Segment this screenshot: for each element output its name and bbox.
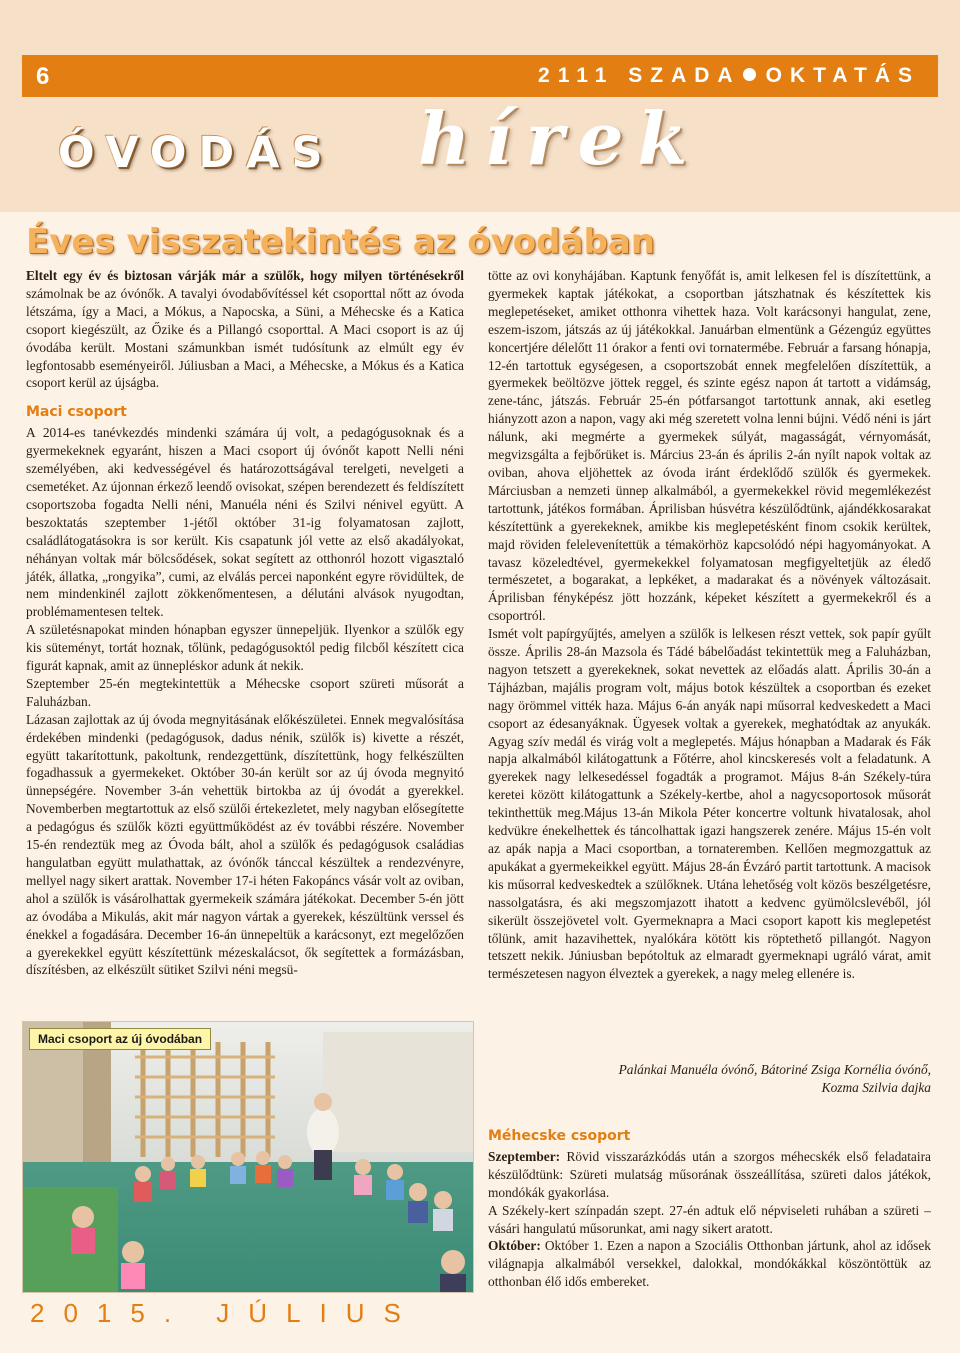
bee-paragraph <box>488 1237 931 1291</box>
bee-text: Október 1. Ezen a napon a Szociális Otthonban jártunk, ahol az idősek világnapja alkalmából versekkel, dalokkal, mondókákkal köszöntöttük az otthonban élő idős embereket. <box>488 1238 931 1290</box>
intro-lead: Eltelt egy év és biztosan várják már a szülők, hogy milyen történésekről <box>26 268 464 283</box>
page-number: 6 <box>36 63 50 90</box>
signature <box>520 1061 931 1097</box>
signature-line: Palánkai Manuéla óvónő, Bátoriné Zsiga Kornélia óvónő, <box>618 1062 931 1077</box>
masthead-section: OKTATÁS <box>765 64 920 87</box>
maci-paragraph: Lázasan zajlottak az új óvoda megnyitásának előkészületei. Ennek megvalósítása érdekében mindenki (pedagógusok, dadus nénik, szülők is) kivette a részét, együtt takarítottunk, pakoltunk, rendezgettünk, díszítettünk, hogy felkészülten fogadhassuk a gyermekeket. Október 30-án került sor az új óvoda megnyitó ünnepségére. November 3-án vehettük birtokba az új óvodát a gyerekkel. Novemberben megtartottuk az első szülői értekezletet, mely nagyban elősegítette a pedagógus és szülők közti együttműködést az év további részére. November 15-én rendeztük meg az Óvoda bált, ahol a szülők és pedagógusok családias hangulatban együtt mulathattak, az óvónők tánccal készültek a rendezvényre, mellyel nagy sikert arattak. November 17-i héten Fakopáncs vásár volt az oviban, ahol a szülők is vásárolhattak gyermekeik számára játékokat. December 5-én jött az óvodába a Mikulás, akit már nagyon vártak a gyerekek, készültünk verssel és énekkel a fogadására. December 16-án ünnepeltük a karácsonyt, ezt megelőzően a gyerekekkel együtt készítettünk mézeskalácsot, ők segítettek a formázásban, díszítésben, az elkészült sütiket Szilvi néni megsü- <box>26 711 464 978</box>
right-paragraph: Ismét volt papírgyűjtés, amelyen a szülők is lelkesen részt vettek, sok papír gyűlt össze. Április 28-án Mazsola és Tádé bábelőadást tekintettük meg a Faluházban, nagyon tetszett a gyerekeknek, sokat nevettek az előadás alatt. Április 30-án a Tájházban, majális program volt, május botok készültek a csoportban és ezeket nagy örömmel vitték haza. Május 6-án anyák napi műsorral kedveskedett a Maci csoport az édesanyáknak. Ügyesek voltak a gyerekek, meghatódtak az anyukák. Agyag szív medál és virág volt a meglepetés. Május hónapban a Madarak és Fák napja alkalmából kilátogattunk a Főtérre, ahol kincskeresés volt a feladatunk. A gyerekek nagy lelkesedéssel fogadták a programot. Május 8-án Székely-túra keretei között kilátogattunk a Székely-kertbe, ahol a nagycsoportosok műsorát tekinthettük meg.Május 13-án Mikola Péter koncertre voltunk hivatalosak, ahol kedvükre énekelhettek és táncolhattak igazi hangszerek zenére. Május 15-én volt az apák napja a Maci csoportban, a tornateremben. Kellően megmozgattuk az apukákat a gyermekeikkel együtt. Május 28-án Évzáró partit tartottunk. A macisok kis műsorral kedveskedtek a szülőknek. Utána lehetőség volt közös beszélgetésre, nassolgatásra, és aki megszomjazott ihatott a kedvenc gyümölcslevéből, jól sikerült összejövetel volt. Gyermeknapra a Maci csoport kapott kis meglepetést tőlünk, amit hazavihettek, nyalókára kötött kis röptethető pillangót. Nagyon tetszett nekik. Júniusban bepótoltuk az elmaradt gyermeknapi ugráló várat, amit természetesen nagyon élveztek a gyerekek, a nagy meleg ellenére is. <box>488 626 931 982</box>
bee-month-label: Szeptember: <box>488 1148 561 1164</box>
article-title: Éves visszatekintés az óvodában <box>26 222 655 262</box>
group-photo <box>22 1021 474 1293</box>
bee-paragraph <box>488 1148 931 1202</box>
masthead-town: 2111 SZADA <box>538 64 741 87</box>
intro-text: számolnak be az óvónők. A tavalyi óvodabővítéssel két csoporttal nőtt az óvoda létszáma, így a Maci, a Mókus, a Napocska, a Süni, a Méhecske és a Katica csoport kiegészült, az Őzike és a Pillangó csoporttal. A Maci csoport is az új óvodába került. Mostani számunkban ismét tudósítunk az elmúlt egy év legfontosabb eseményeiről. Júliusban a Maci, a Méhecske, a Mókus és a Katica csoport kerül az újságba. <box>26 285 464 391</box>
bee-heading: Méhecske csoport <box>488 1128 631 1144</box>
bullet-dot-icon <box>743 68 756 81</box>
left-column <box>26 267 464 979</box>
footer-date: 2015. JÚLIUS <box>30 1298 420 1328</box>
maci-paragraph: Szeptember 25-én megtekintettük a Méhecske csoport szüreti műsorát a Faluházban. <box>26 675 464 709</box>
maci-paragraph: A 2014-es tanévkezdés mindenki számára új volt, a pedagógusoknak és a gyermekeknek egyaránt, hiszen a Maci csoport új óvónőt kapott Nelli néni személyében, aki kedvességével és határozottságával terelgeti, nevelgeti a csemetéket. Az újonnan érkező leendő ovisokat, szépen berendezett és feldíszített csoportszoba fogadta Nelli néni, Manuéla néni és Szilvi nénivel együtt. A beszoktatás szeptember 1-jétől október 31-ig folyamatosan zajlott, családlátogatásokra is sor került. Kis csapatunk jól vette az első akadályokat, néhányan voltak már bölcsődések, sokat segített az otthonról hozott vigasztaló játék, állatka, „rongyika”, cumi, az elválás percei naponként egyre rövidültek, de nem mindenkinél zajlott zökkenőmentesen, a délutáni alvások nyugodtan, problémamentesen teltek. <box>26 425 464 620</box>
bee-group-block <box>488 1128 931 1291</box>
classroom-illustration <box>23 1022 473 1292</box>
signature-line: Kozma Szilvia dajka <box>821 1080 931 1095</box>
bee-month-label: Október: <box>488 1238 541 1254</box>
section-title-script: hírek <box>418 96 702 181</box>
maci-paragraph: A születésnapokat minden hónapban egyszer ünnepeljük. Ilyenkor a szülők egy kis süteményt, tortát hoznak, tőlünk, pedagógusoktól pedig filcből készített cica figurát kapnak, amit az ünnepléskor adunk át nekik. <box>26 622 464 674</box>
right-column <box>488 267 931 983</box>
photo-caption: Maci csoport az új óvodában <box>29 1028 211 1050</box>
right-paragraph: tötte az ovi konyhájában. Kaptunk fenyőfát is, amit lelkesen fel is díszítettünk, a gyermekek kaptak játékokat, a csoportban játszhatnak és készítettek kis meglepetéseket, amiket otthonra vihettek haza. Volt karácsonyi hangulat, zene, eszem-iszom, játszás az új játékokkal. Januárban elmentünk a Gézengúz együttes koncertjére délelőtt 11 órakor a fenti ovi tornatermébe. Február a farsang hónapja, 12-én tartottuk egységesen, a csoportszobát ennek megfelelően díszítettük, a gyermekek beöltözve jöttek reggel, és szinte egész napon át tartott a vidámság, zene-tánc, játszás. Február 25-én pótfarsangot tartottunk annak, aki esetleg hiányzott azon a napon, vagy aki még szeretett volna lenni bújni. Védő néni is járt nálunk, aki megmérte a gyermekek súlyát, magasságát, vérnyomását, megvizsgálta a fejbőrüket is. Március 23-án és április 2-án nyílt napok voltak az oviban, ahova eljöhettek az óvoda iránt érdeklődő szülők és gyermekek. Márciusban a nemzeti ünnep alkalmából, a gyermekekkel rövid megemlékezést tartottunk, játékos formában. Áprilisban húsvétra készülődtünk, ajándékkosarakat készítettünk a gyerekeknek, amikbe kis meglepetésként finom csokik kerültek, majd röviden felelevenítettük a témakörhöz kapcsolódó népi hagyományokat. A tavasz közeledtével, gyermekekkel folyamatosan megfigyeltetjük az éledő természetet, a bogarakat, a lepkéket, a madarakat és a növények változásait. Áprilisban fényképész jött hozzánk, képeket készített a gyermekekről és a csoportról. <box>488 268 931 624</box>
section-title: ÓVODÁS <box>58 128 335 178</box>
bee-paragraph: A Székely-kert színpadán szept. 27-én adtuk elő népviseleti ruhában a szüreti – vásári hangulatú műsorunkat, ami nagy sikert aratott. <box>488 1202 931 1236</box>
maci-heading: Maci csoport <box>26 404 127 421</box>
bee-text: Rövid visszarázkódás után a szorgos méhecskék első feladataira készülődtünk: Szüreti mulatság műsorának összeállítása, szüreti dalos játékok, mondókák gyakorlása. <box>488 1148 931 1200</box>
intro-paragraph <box>26 267 464 392</box>
masthead <box>538 64 920 88</box>
